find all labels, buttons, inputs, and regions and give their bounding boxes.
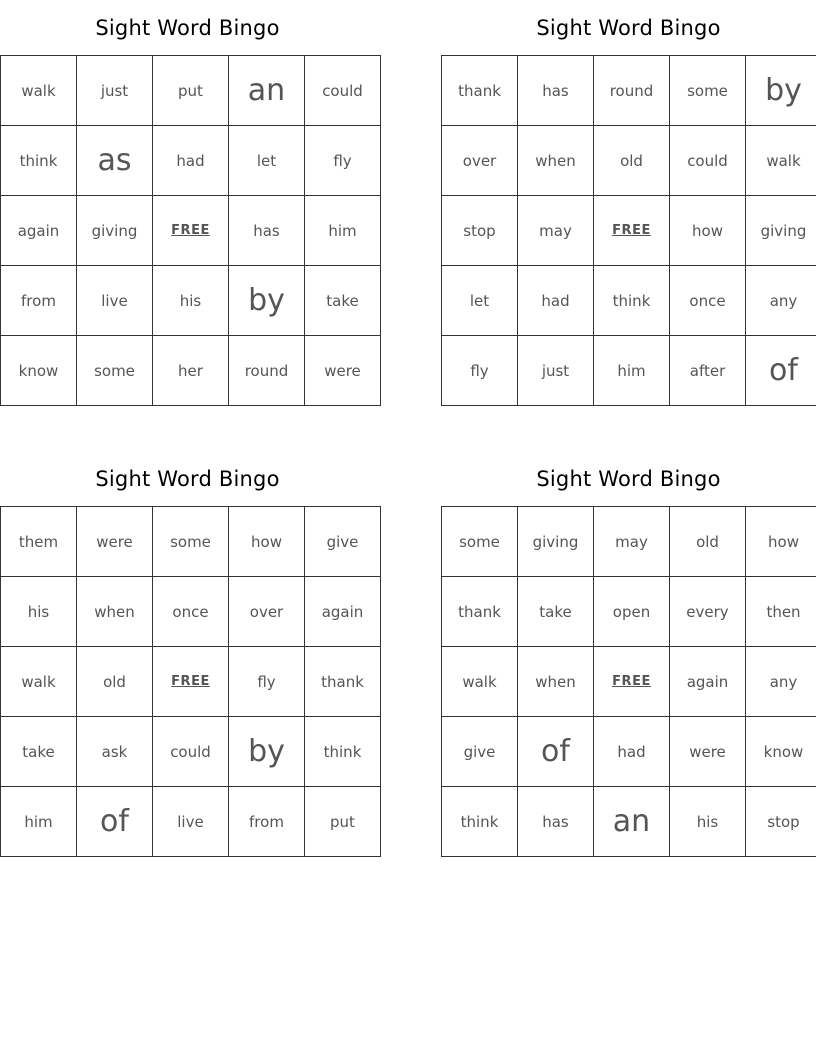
word-cell: had (153, 126, 229, 196)
word-cell: take (518, 577, 594, 647)
word-cell: fly (229, 647, 305, 717)
bingo-row (442, 647, 816, 717)
word-cell: could (305, 56, 381, 126)
word-cell: walk (442, 647, 518, 717)
word-cell: think (305, 717, 381, 787)
bingo-card-2 (441, 0, 816, 406)
bingo-row (1, 647, 381, 717)
word-cell: old (77, 647, 153, 717)
word-cell: give (442, 717, 518, 787)
word-cell: ask (77, 717, 153, 787)
word-cell: think (594, 266, 670, 336)
free-space: FREE (153, 196, 229, 266)
word-cell: may (518, 196, 594, 266)
free-space: FREE (153, 647, 229, 717)
word-cell: again (670, 647, 746, 717)
word-cell: give (305, 507, 381, 577)
word-cell: by (746, 56, 816, 126)
word-cell: some (670, 56, 746, 126)
word-cell: were (77, 507, 153, 577)
word-cell: of (518, 717, 594, 787)
word-cell: walk (1, 56, 77, 126)
word-cell: could (670, 126, 746, 196)
bingo-row (442, 196, 816, 266)
word-cell: over (442, 126, 518, 196)
bingo-row (1, 577, 381, 647)
bingo-row (442, 126, 816, 196)
bingo-grid (0, 506, 381, 857)
word-cell: again (1, 196, 77, 266)
word-cell: has (518, 56, 594, 126)
word-cell: giving (518, 507, 594, 577)
word-cell: put (153, 56, 229, 126)
word-cell: when (518, 647, 594, 717)
word-cell: round (594, 56, 670, 126)
word-cell: just (518, 336, 594, 406)
word-cell: him (594, 336, 670, 406)
word-cell: open (594, 577, 670, 647)
word-cell: some (153, 507, 229, 577)
word-cell: how (746, 507, 816, 577)
bingo-row (442, 507, 816, 577)
bingo-row (1, 717, 381, 787)
word-cell: them (1, 507, 77, 577)
word-cell: may (594, 507, 670, 577)
word-cell: let (442, 266, 518, 336)
bingo-card-4 (441, 451, 816, 857)
word-cell: think (1, 126, 77, 196)
word-cell: just (77, 56, 153, 126)
word-cell: from (1, 266, 77, 336)
word-cell: stop (746, 787, 816, 857)
bingo-row (442, 787, 816, 857)
word-cell: him (1, 787, 77, 857)
word-cell: after (670, 336, 746, 406)
word-cell: fly (305, 126, 381, 196)
bingo-row (442, 336, 816, 406)
word-cell: of (77, 787, 153, 857)
bingo-row (442, 266, 816, 336)
word-cell: some (442, 507, 518, 577)
word-cell: thank (305, 647, 381, 717)
word-cell: walk (746, 126, 816, 196)
word-cell: of (746, 336, 816, 406)
word-cell: had (518, 266, 594, 336)
word-cell: take (305, 266, 381, 336)
word-cell: how (670, 196, 746, 266)
word-cell: by (229, 266, 305, 336)
word-cell: giving (746, 196, 816, 266)
word-cell: has (229, 196, 305, 266)
word-cell: an (594, 787, 670, 857)
bingo-card-3 (0, 451, 375, 857)
word-cell: let (229, 126, 305, 196)
card-title: Sight Word Bingo (536, 467, 721, 491)
word-cell: as (77, 126, 153, 196)
bingo-row (1, 507, 381, 577)
word-cell: when (77, 577, 153, 647)
bingo-row (442, 56, 816, 126)
card-title: Sight Word Bingo (95, 467, 280, 491)
bingo-row (442, 577, 816, 647)
word-cell: round (229, 336, 305, 406)
word-cell: how (229, 507, 305, 577)
word-cell: again (305, 577, 381, 647)
bingo-grid (441, 506, 816, 857)
word-cell: when (518, 126, 594, 196)
word-cell: thank (442, 56, 518, 126)
word-cell: old (594, 126, 670, 196)
word-cell: fly (442, 336, 518, 406)
word-cell: live (153, 787, 229, 857)
word-cell: then (746, 577, 816, 647)
word-cell: his (153, 266, 229, 336)
word-cell: live (77, 266, 153, 336)
bingo-row (1, 336, 381, 406)
word-cell: any (746, 647, 816, 717)
bingo-row (1, 56, 381, 126)
word-cell: take (1, 717, 77, 787)
word-cell: old (670, 507, 746, 577)
word-cell: once (153, 577, 229, 647)
word-cell: once (670, 266, 746, 336)
word-cell: over (229, 577, 305, 647)
word-cell: thank (442, 577, 518, 647)
word-cell: from (229, 787, 305, 857)
word-cell: think (442, 787, 518, 857)
bingo-grid (441, 55, 816, 406)
word-cell: know (746, 717, 816, 787)
word-cell: her (153, 336, 229, 406)
word-cell: were (670, 717, 746, 787)
free-space: FREE (594, 647, 670, 717)
word-cell: his (1, 577, 77, 647)
word-cell: giving (77, 196, 153, 266)
word-cell: could (153, 717, 229, 787)
bingo-row (442, 717, 816, 787)
word-cell: some (77, 336, 153, 406)
bingo-row (1, 126, 381, 196)
word-cell: walk (1, 647, 77, 717)
word-cell: his (670, 787, 746, 857)
bingo-card-1 (0, 0, 375, 406)
word-cell: stop (442, 196, 518, 266)
card-title: Sight Word Bingo (536, 16, 721, 40)
word-cell: put (305, 787, 381, 857)
word-cell: any (746, 266, 816, 336)
free-space: FREE (594, 196, 670, 266)
word-cell: him (305, 196, 381, 266)
word-cell: know (1, 336, 77, 406)
bingo-row (1, 196, 381, 266)
card-title: Sight Word Bingo (95, 16, 280, 40)
word-cell: has (518, 787, 594, 857)
word-cell: every (670, 577, 746, 647)
bingo-row (1, 787, 381, 857)
bingo-row (1, 266, 381, 336)
bingo-grid (0, 55, 381, 406)
word-cell: were (305, 336, 381, 406)
word-cell: had (594, 717, 670, 787)
word-cell: by (229, 717, 305, 787)
word-cell: an (229, 56, 305, 126)
